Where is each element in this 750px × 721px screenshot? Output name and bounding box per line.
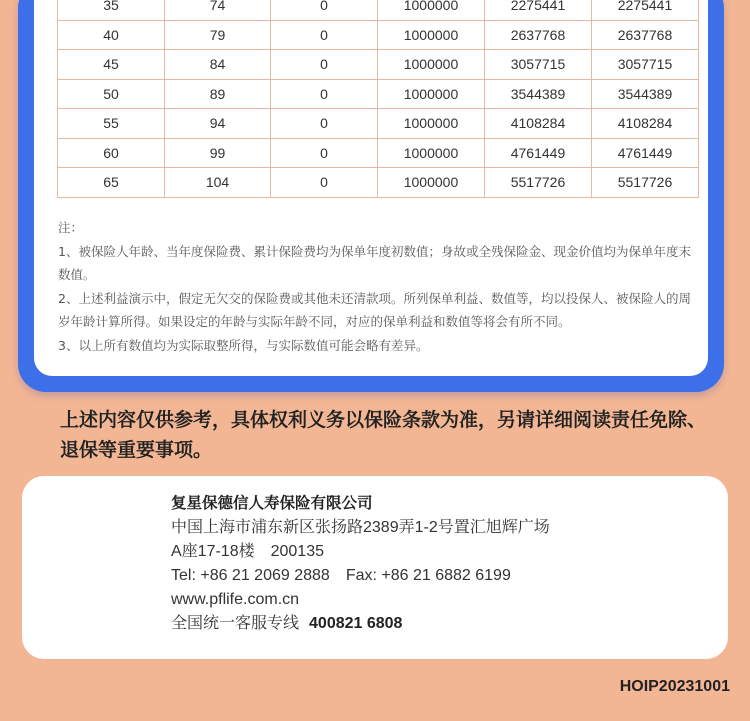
tel-number: Tel: +86 21 2069 2888 — [171, 567, 330, 584]
table-cell: 1000000 — [378, 0, 485, 20]
table-row — [58, 168, 699, 198]
table-cell: 0 — [271, 0, 378, 20]
table-cell: 5517726 — [592, 168, 699, 198]
table-cell: 2637768 — [485, 20, 592, 50]
contact-info — [171, 492, 550, 636]
hotline-number[interactable]: 400821 6808 — [309, 615, 403, 632]
table-cell: 0 — [271, 138, 378, 168]
note-item-3: 3、以上所有数值均为实际取整所得，与实际数值可能会略有差异。 — [58, 337, 429, 353]
note-item-2: 2、上述利益演示中，假定无欠交的保险费或其他未还清款项。所列保单利益、数值等，均以投保人、被保险人的周岁年龄计算所得。如果设定的年龄与实际年龄不同，对应的保单利益和数值等将会有所不同。 — [58, 290, 691, 329]
table-row — [58, 79, 699, 109]
table-cell: 45 — [58, 50, 165, 80]
table-cell: 2275441 — [485, 0, 592, 20]
table-cell: 4761449 — [592, 138, 699, 168]
table-cell: 1000000 — [378, 79, 485, 109]
table-cell: 5517726 — [485, 168, 592, 198]
notes-heading: 注： — [58, 220, 84, 235]
table-cell: 4761449 — [485, 138, 592, 168]
disclaimer-text: 上述内容仅供参考，具体权利义务以保险条款为准，另请详细阅读责任免除、退保等重要事项。 — [60, 409, 707, 461]
table-cell: 0 — [271, 20, 378, 50]
table-cell: 0 — [271, 50, 378, 80]
table-row — [58, 0, 699, 20]
table-cell: 94 — [165, 109, 271, 139]
phone-fax-line — [171, 564, 550, 588]
hotline-label: 全国统一客服专线 — [171, 615, 300, 632]
benefit-table-body — [58, 0, 699, 197]
benefit-table — [57, 0, 699, 198]
table-cell: 2275441 — [592, 0, 699, 20]
table-cell: 2637768 — [592, 20, 699, 50]
address-line-1: 中国上海市浦东新区张扬路2389弄1-2号置汇旭辉广场 — [171, 519, 550, 536]
table-cell: 104 — [165, 168, 271, 198]
table-cell: 0 — [271, 79, 378, 109]
table-cell: 0 — [271, 168, 378, 198]
note-item-1: 1、被保险人年龄、当年度保险费、累计保险费均为保单年度初数值；身故或全残保险金、现金价值均为保单年度末数值。 — [58, 243, 691, 282]
table-cell: 3544389 — [592, 79, 699, 109]
table-row — [58, 20, 699, 50]
table-cell: 4108284 — [485, 109, 592, 139]
table-cell: 55 — [58, 109, 165, 139]
table-cell: 1000000 — [378, 168, 485, 198]
table-cell: 84 — [165, 50, 271, 80]
table-cell: 1000000 — [378, 138, 485, 168]
table-cell: 50 — [58, 79, 165, 109]
table-cell: 89 — [165, 79, 271, 109]
table-cell: 99 — [165, 138, 271, 168]
hotline-line — [171, 612, 550, 636]
table-cell: 3057715 — [592, 50, 699, 80]
table-row — [58, 138, 699, 168]
table-cell: 79 — [165, 20, 271, 50]
table-cell: 65 — [58, 168, 165, 198]
table-cell: 40 — [58, 20, 165, 50]
table-cell: 1000000 — [378, 20, 485, 50]
table-cell: 3057715 — [485, 50, 592, 80]
table-cell: 0 — [271, 109, 378, 139]
notes-section — [58, 216, 700, 357]
table-cell: 35 — [58, 0, 165, 20]
address-line-2: A座17-18楼 200135 — [171, 543, 324, 560]
table-row — [58, 50, 699, 80]
table-cell: 74 — [165, 0, 271, 20]
table-cell: 3544389 — [485, 79, 592, 109]
table-cell: 4108284 — [592, 109, 699, 139]
table-cell: 1000000 — [378, 109, 485, 139]
table-cell: 1000000 — [378, 50, 485, 80]
table-row — [58, 109, 699, 139]
website-link[interactable]: www.pflife.com.cn — [171, 591, 300, 608]
table-cell: 60 — [58, 138, 165, 168]
fax-number: Fax: +86 21 6882 6199 — [345, 567, 511, 584]
document-code: HOIP20231001 — [619, 678, 730, 695]
company-name: 复星保德信人寿保险有限公司 — [171, 495, 373, 512]
